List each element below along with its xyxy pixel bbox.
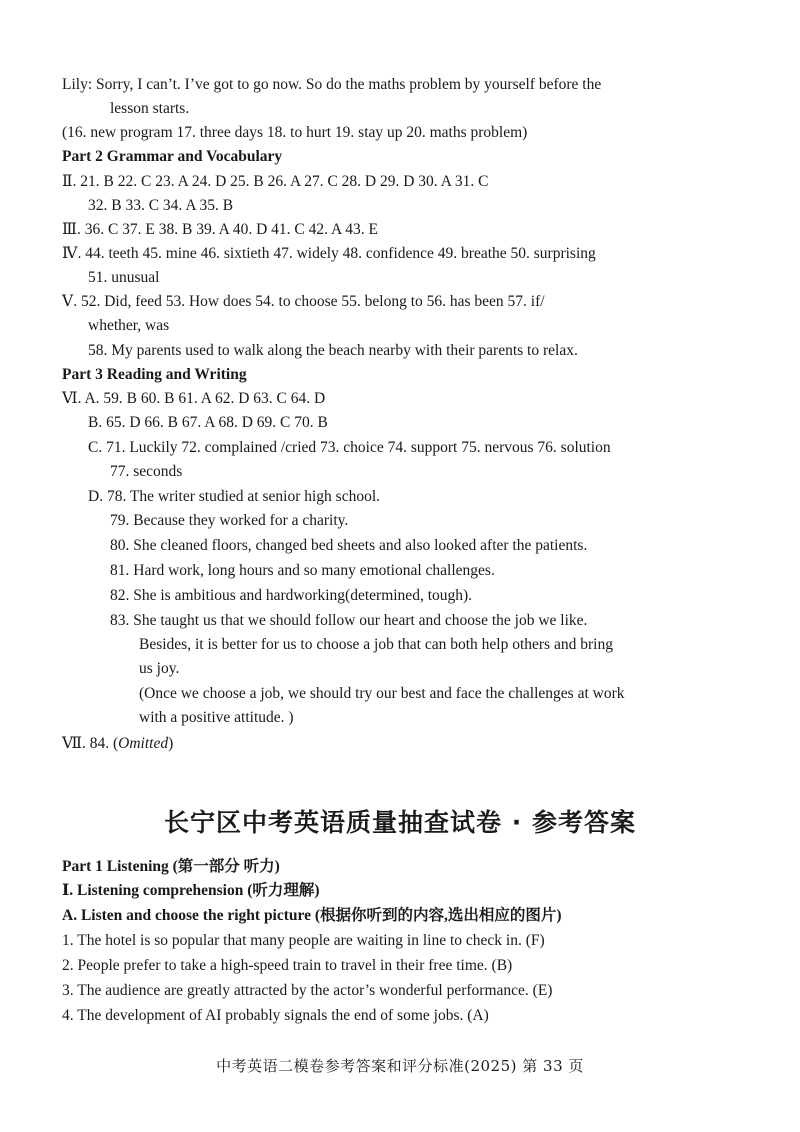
dialogue-line-1: Lily: Sorry, I can’t. I’ve got to go now. So do the maths problem by yourself before the [62,76,602,93]
section-6-d-79: 79. Because they worked for a charity. [110,512,349,529]
section-6-d-83-line-2: Besides, it is better for us to choose a job that can both help others and bring [139,636,613,653]
section-2-line-2: 32. B 33. C 34. A 35. B [88,197,234,214]
section-6-b: B. 65. D 66. B 67. A 68. D 69. C 70. B [88,414,328,431]
section-6-d-83-line-4: (Once we choose a job, we should try our best and face the challenges at work [139,685,625,702]
section-4-line-1: Ⅳ. 44. teeth 45. mine 46. sixtieth 47. widely 48. confidence 49. breathe 50. surprising [62,245,596,262]
listening-item-1: 1. The hotel is so popular that many people are waiting in line to check in. (F) [62,932,545,949]
section-6-d-81: 81. Hard work, long hours and so many emotional challenges. [110,562,495,579]
section-5-line-1: Ⅴ. 52. Did, feed 53. How does 54. to choose 55. belong to 56. has been 57. if/ [62,293,545,310]
section-5-line-2: whether, was [88,317,170,334]
section-6-d-82: 82. She is ambitious and hardworking(determined, tough). [110,587,473,604]
section-4-line-2: 51. unusual [88,269,160,286]
listening-item-4: 4. The development of AI probably signals the end of some jobs. (A) [62,1007,489,1024]
page-footer: 中考英语二模卷参考答案和评分标准(2025) 第 33 页 [216,1057,584,1075]
section-6-d-80: 80. She cleaned floors, changed bed sheets and also looked after the patients. [110,537,588,554]
section-7-omitted: Omitted [118,735,169,752]
section-7-suffix: ) [168,735,174,752]
section-6-c-line-2: 77. seconds [110,463,183,480]
part3-heading: Part 3 Reading and Writing [62,366,247,383]
section-title: 长宁区中考英语质量抽查试卷 · 参考答案 [164,808,636,837]
section-7-line [62,734,173,754]
dialogue-line-2: lesson starts. [110,100,190,117]
section-6-c-line-1: C. 71. Luckily 72. complained /cried 73. choice 74. support 75. nervous 76. solution [88,439,611,456]
part2-heading: Part 2 Grammar and Vocabulary [62,148,283,165]
section-6-d-83-line-3: us joy. [139,660,180,677]
section-6-d-83-line-1: 83. She taught us that we should follow our heart and choose the job we like. [110,612,588,629]
listening-item-2: 2. People prefer to take a high-speed train to travel in their free time. (B) [62,957,513,974]
section-5-line-3: 58. My parents used to walk along the beach nearby with their parents to relax. [88,342,578,359]
section-1a-heading: A. Listen and choose the right picture (根据你听到的内容,选出相应的图片) [62,907,562,924]
section-6-d-83-line-5: with a positive attitude. ) [139,709,294,726]
answers-16-20: (16. new program 17. three days 18. to hurt 19. stay up 20. maths problem) [62,124,528,141]
section-3-line: Ⅲ. 36. C 37. E 38. B 39. A 40. D 41. C 42. A 43. E [62,221,378,238]
part1-heading: Part 1 Listening (第一部分 听力) [62,858,280,875]
section-6-a: Ⅵ. A. 59. B 60. B 61. A 62. D 63. C 64. D [62,390,326,407]
section-6-d-78: D. 78. The writer studied at senior high school. [88,488,381,505]
section-1-heading: Ⅰ. Listening comprehension (听力理解) [62,882,320,899]
section-7-prefix: Ⅶ. 84. ( [62,735,119,752]
section-2-line-1: Ⅱ. 21. B 22. C 23. A 24. D 25. B 26. A 27. C 28. D 29. D 30. A 31. C [62,173,489,190]
listening-item-3: 3. The audience are greatly attracted by the actor’s wonderful performance. (E) [62,982,553,999]
